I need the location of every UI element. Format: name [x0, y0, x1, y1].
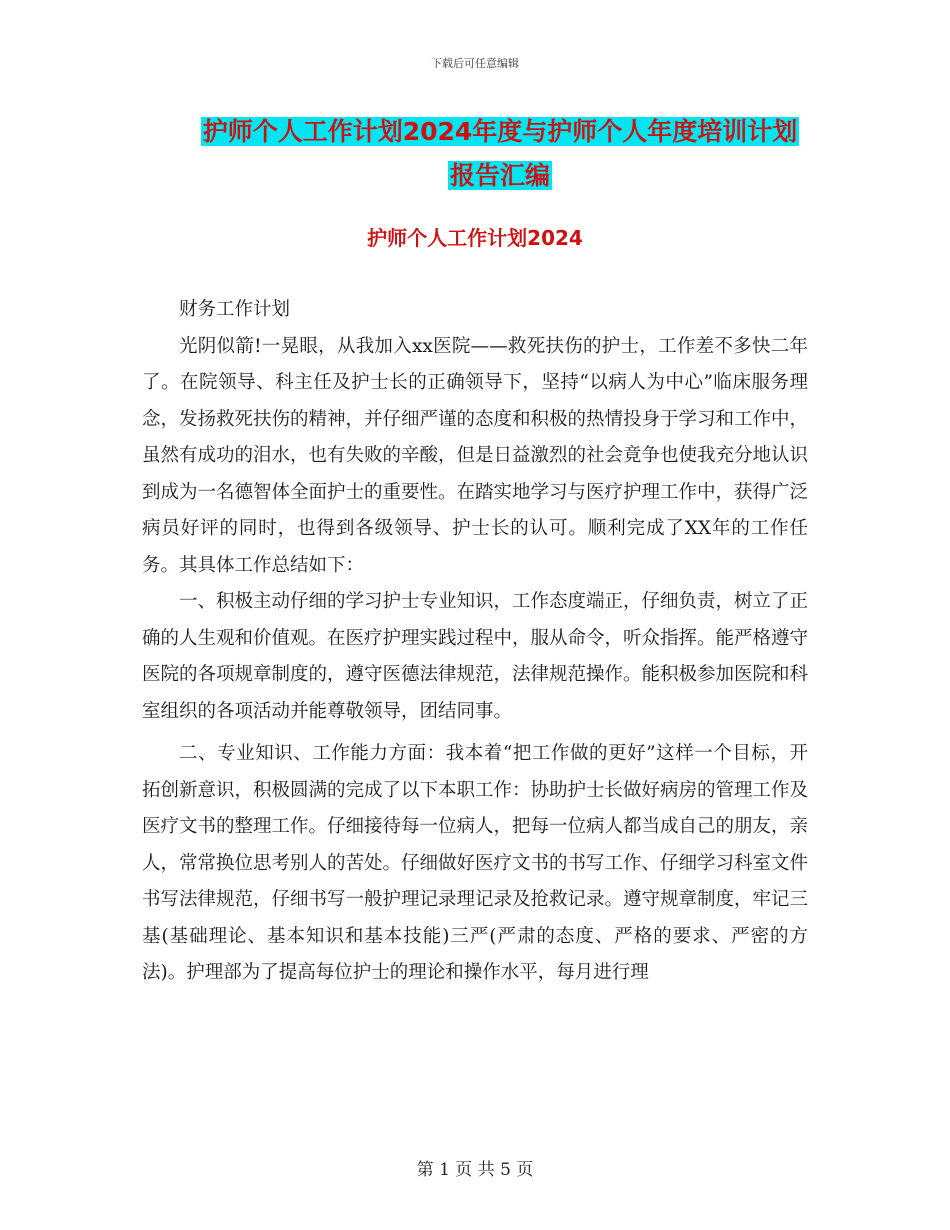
- document-body: [142, 292, 808, 992]
- document-title: [140, 110, 860, 198]
- document-title-line-1: 护师个人工作计划2024年度与护师个人年度培训计划: [202, 117, 798, 146]
- page-number: 第 1 页 共 5 页: [416, 1160, 534, 1180]
- document-title-line-2: 报告汇编: [449, 161, 550, 190]
- section-title: 护师个人工作计划2024: [367, 226, 583, 250]
- paragraph-intro: 光阴似箭!一晃眼，从我加入xx医院——救死扶伤的护士，工作差不多快二年了。在院领导、科主任及护士长的正确领导下，坚持“以病人为中心”临床服务理念，发扬救死扶伤的精神，并仔细严谨的态度和积极的热情投身于学习和工作中，虽然有成功的泪水，也有失败的辛酸，但是日益激烈的社会竟争也使我充分地认识到成为一名德智体全面护士的重要性。在踏实地学习与医疗护理工作中，获得广泛病员好评的同时，也得到各级领导、护士长的认可。顺利完成了XX年的工作任务。其具体工作总结如下：: [142, 335, 809, 576]
- paragraph-point-1: 一、积极主动仔细的学习护士专业知识，工作态度端正，仔细负责，树立了正确的人生观和价值观。在医疗护理实践过程中，服从命令，听众指挥。能严格遵守医院的各项规章制度的，遵守医德法律规范，法律规范操作。能积极参加医院和科室组织的各项活动并能尊敬领导，团结同事。: [142, 591, 809, 722]
- page-header-note: 下载后可任意编辑: [431, 57, 519, 70]
- paragraph-point-2: 二、专业知识、工作能力方面：我本着“把工作做的更好”这样一个目标，开拓创新意识，积极圆满的完成了以下本职工作：协助护士长做好病房的管理工作及医疗文书的整理工作。仔细接待每一位病人，把每一位病人都当成自己的朋友，亲人，常常换位思考别人的苦处。仔细做好医疗文书的书写工作、仔细学习科室文件书写法律规范，仔细书写一般护理记录理记录及抢救记录。遵守规章制度，牢记三基(基础理论、基本知识和基本技能)三严(严肃的态度、严格的要求、严密的方法)。护理部为了提高每位护士的理论和操作水平，每月进行理: [142, 743, 809, 983]
- paragraph-subheading: 财务工作计划: [179, 299, 291, 320]
